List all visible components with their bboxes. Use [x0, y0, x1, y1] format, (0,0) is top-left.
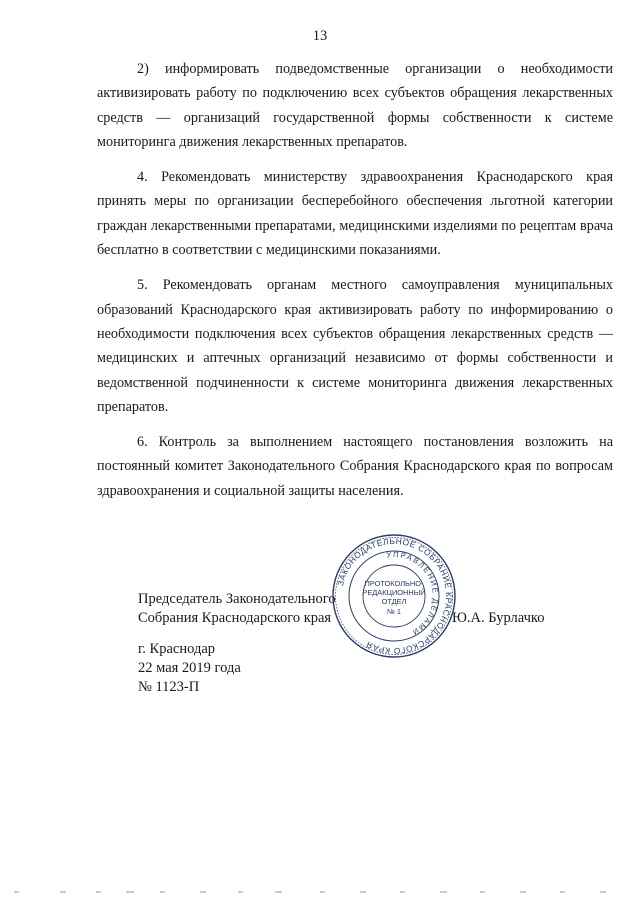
scan-edge-artifact: [0, 887, 640, 897]
signatory-name: Ю.А. Бурлачко: [452, 610, 545, 626]
signing-city: г. Краснодар: [138, 641, 216, 657]
stamp-center-line-4: № 1: [386, 607, 402, 616]
document-number: № 1123-П: [138, 679, 200, 695]
paragraph-5: 5. Рекомендовать органам местного самоуправления муниципальных образований Краснодарского края активизировать работу по информированию о необходимости подключения всех субъектов обращения лекарственных средств — медицинских и аптечных организаций независимо от формы собственности и ведомственной подчиненности к системе мониторинга движения лекарственных препаратов.: [97, 277, 613, 415]
stamp-outer-text: ЗАКОНОДАТЕЛЬНОЕ СОБРАНИЕ КРАСНОДАРСКОГО КРАЯ: [335, 535, 455, 657]
signatory-title-line-1: Председатель Законодательного: [138, 591, 336, 607]
stamp-center-line-2: РЕДАКЦИОННЫЙ: [362, 588, 426, 597]
paragraph-4: 4. Рекомендовать министерству здравоохранения Краснодарского края принять меры по организации бесперебойного обеспечения льготной категории граждан лекарственными препаратами, медицинскими изделиями по рецептам врача бесплатно в соответствии с медицинскими показаниями.: [97, 169, 613, 259]
page-number: 13: [312, 28, 328, 44]
official-stamp: [330, 532, 458, 660]
paragraph-6: 6. Контроль за выполнением настоящего постановления возложить на постоянный комитет Законодательного Собрания Краснодарского края по вопросам здравоохранения и социальной защиты населения.: [97, 434, 613, 499]
stamp-inner-text: УПРАВЛЕНИЕ ДЕЛАМИ: [386, 549, 441, 638]
signing-date: 22 мая 2019 года: [138, 660, 241, 676]
stamp-center-line-3: ОТДЕЛ: [381, 597, 407, 606]
signatory-title: [138, 590, 336, 628]
signatory-title-line-2: Собрания Краснодарского края: [138, 610, 332, 626]
stamp-center-line-1: ПРОТОКОЛЬНО-: [364, 579, 424, 588]
document-body: [97, 57, 613, 503]
paragraph-2: 2) информировать подведомственные организации о необходимости активизировать работу по подключению всех субъектов обращения лекарственных средств — организаций государственной формы собственности к системе мониторинга движения лекарственных препаратов.: [97, 61, 613, 150]
